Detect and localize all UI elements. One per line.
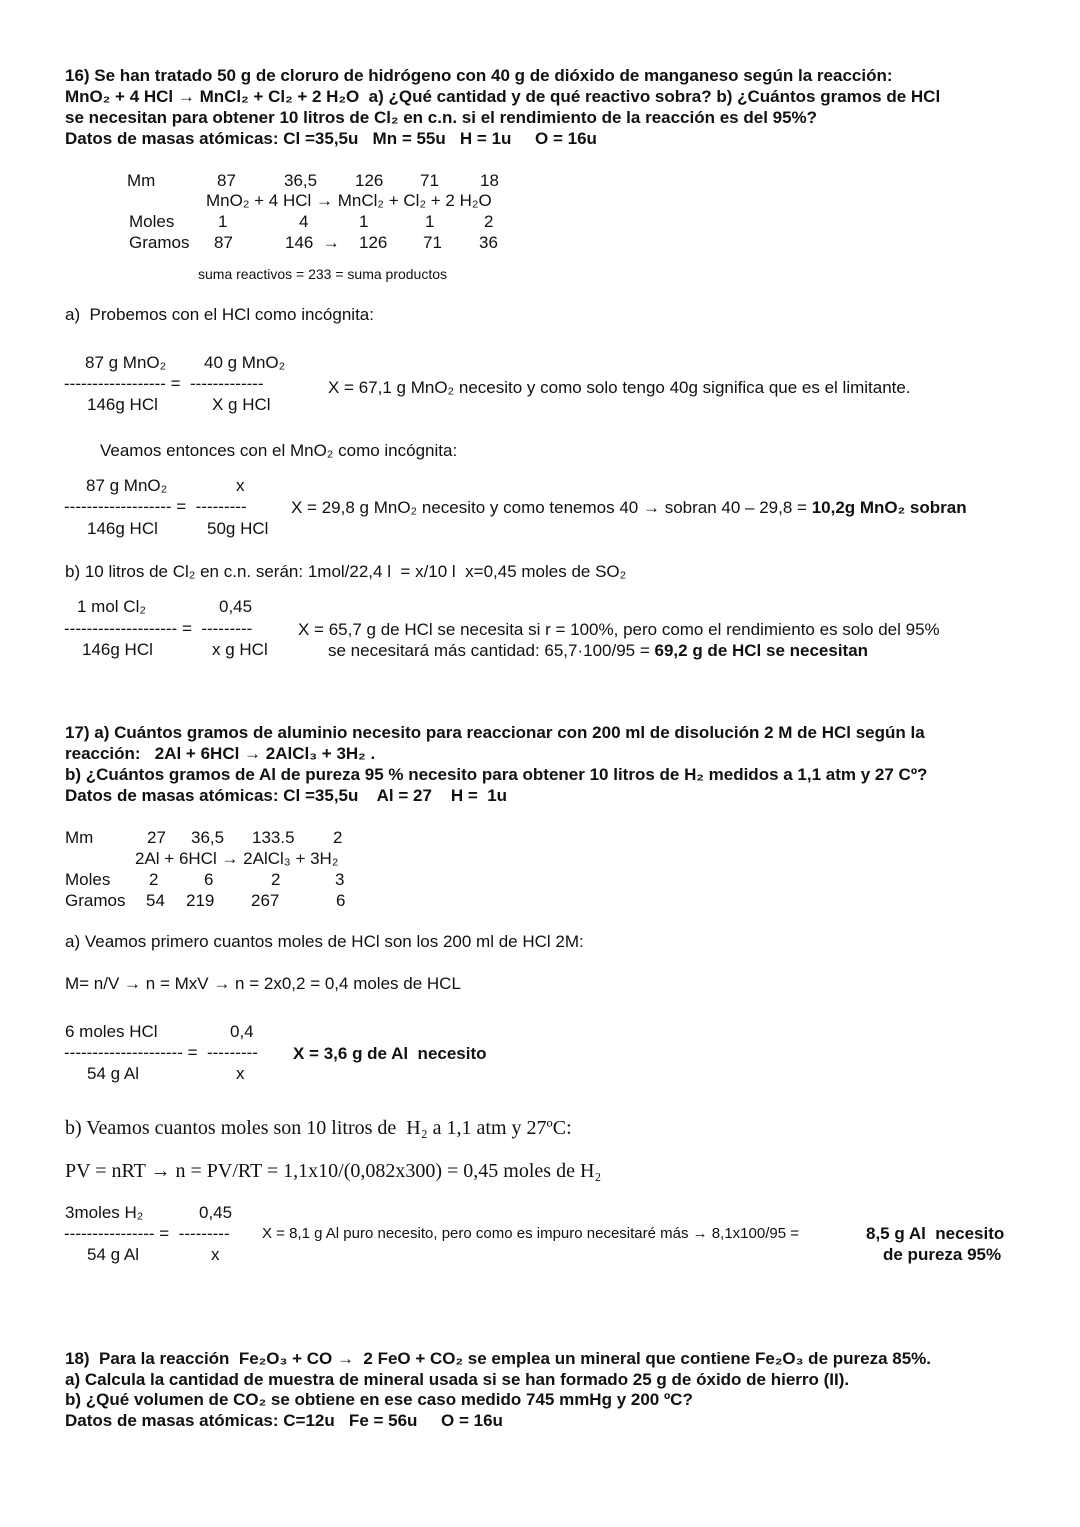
fraction-line: -------------------- = --------- [64, 619, 253, 638]
denominator: 50g HCl [207, 519, 269, 538]
p17-gramos-value: 219 [186, 891, 215, 910]
p17-mm-label: Mm [65, 828, 94, 847]
p16-mm-label: Mm [127, 171, 156, 190]
denominator: 54 g Al [87, 1064, 139, 1083]
p16-mm-value: 18 [480, 171, 499, 190]
p17-moles-value: 2 [271, 870, 281, 889]
p17-gramos-value: 267 [251, 891, 280, 910]
result-bold: 69,2 g de HCl se necesitan [654, 641, 869, 660]
fraction-line: ------------------- = --------- [64, 497, 247, 516]
p16-gramos-value: 71 [423, 233, 442, 252]
numerator: 40 g MnO₂ [204, 353, 286, 372]
p16-moles-label: Moles [129, 212, 175, 231]
result-text: X = 65,7 g de HCl se necesita si r = 100%, pero como el rendimiento es solo del 95% [298, 620, 940, 639]
p17-statement-line3: b) ¿Cuántos gramos de Al de pureza 95 % necesito para obtener 10 litros de H₂ medidos a 1,1 atm y 27 Cº? [65, 765, 928, 784]
p16-reaction-equation: MnO₂ + 4 HCl → MnCl₂ + Cl₂ + 2 H₂O [206, 191, 492, 210]
p16-atomic-masses: Datos de masas atómicas: Cl =35,5u Mn = 55u H = 1u O = 16u [65, 129, 597, 148]
p17-atomic-masses: Datos de masas atómicas: Cl =35,5u Al = 27 H = 1u [65, 786, 508, 805]
fraction-line: --------------------- = --------- [64, 1043, 258, 1062]
p16-gramos-value: 36 [479, 233, 498, 252]
p16-moles-value: 1 [218, 212, 228, 231]
p16-statement-line1: 16) Se han tratado 50 g de cloruro de hidrógeno con 40 g de dióxido de manganeso según la reacción: [65, 66, 893, 85]
p17-molarity-line: M= n/V → n = MxV → n = 2x0,2 = 0,4 moles de HCL [65, 974, 461, 993]
numerator: 0,45 [219, 597, 253, 616]
p17-statement-line1: 17) a) Cuántos gramos de aluminio necesito para reaccionar con 200 ml de disolución 2 M de HCl según la [65, 723, 925, 742]
p17-part-b-intro: b) Veamos cuantos moles son 10 litros de H₂ a 1,1 atm y 27ºC: [65, 1117, 572, 1139]
p16-part-b-intro: b) 10 litros de Cl₂ en c.n. serán: 1mol/22,4 l = x/10 l x=0,45 moles de SO₂ [65, 562, 627, 581]
p17-mm-value: 36,5 [191, 828, 225, 847]
p17-mm-value: 133.5 [252, 828, 295, 847]
p16-mm-value: 36,5 [284, 171, 318, 190]
result-text [328, 642, 868, 659]
p17-moles-value: 3 [335, 870, 345, 889]
p17-mm-value: 2 [333, 828, 343, 847]
p16-moles-value: 1 [425, 212, 435, 231]
p16-mm-value: 87 [217, 171, 236, 190]
p18-statement-line2: a) Calcula la cantidad de muestra de mineral usada si se han formado 25 g de óxido de hierro (II). [65, 1370, 850, 1389]
p16-mm-value: 71 [420, 171, 439, 190]
numerator: 0,4 [230, 1022, 254, 1041]
p16-mno2-intro: Veamos entonces con el MnO₂ como incógnita: [100, 441, 458, 460]
p17-moles-value: 6 [204, 870, 214, 889]
p16-statement-line3: se necesitan para obtener 10 litros de Cl₂ en c.n. si el rendimiento de la reacción es del 95%? [65, 108, 818, 127]
denominator: x [236, 1064, 245, 1083]
numerator: 87 g MnO₂ [85, 353, 167, 372]
denominator: X g HCl [212, 395, 271, 414]
result-text: X = 3,6 g de Al necesito [293, 1044, 487, 1063]
p17-mm-value: 27 [147, 828, 166, 847]
p16-statement-line2: MnO₂ + 4 HCl → MnCl₂ + Cl₂ + 2 H₂O a) ¿Qué cantidad y de qué reactivo sobra? b) ¿Cuántos gramos de HCl [65, 87, 941, 106]
p17-gramos-label: Gramos [65, 891, 126, 910]
result-text [291, 499, 967, 516]
result-bold: de pureza 95% [883, 1245, 1002, 1264]
p17-part-a-intro: a) Veamos primero cuantos moles de HCl son los 200 ml de HCl 2M: [65, 932, 584, 951]
p17-gramos-value: 6 [336, 891, 346, 910]
p16-mm-value: 126 [355, 171, 384, 190]
result-plain: X = 29,8 g MnO₂ necesito y como tenemos 40 → sobran 40 – 29,8 = [291, 498, 812, 517]
p16-moles-value: 4 [299, 212, 309, 231]
denominator: 146g HCl [87, 519, 158, 538]
fraction-line: ---------------- = --------- [64, 1224, 230, 1243]
p17-ideal-gas-line: PV = nRT → n = PV/RT = 1,1x10/(0,082x300) = 0,45 moles de H₂ [65, 1160, 602, 1182]
denominator: 146g HCl [87, 395, 158, 414]
p18-statement-line3: b) ¿Qué volumen de CO₂ se obtiene en ese caso medido 745 mmHg y 200 ºC? [65, 1390, 693, 1409]
p16-gramos-value: 87 [214, 233, 233, 252]
result-text: X = 8,1 g Al puro necesito, pero como es impuro necesitaré más → 8,1x100/95 = [262, 1225, 804, 1242]
result-text: X = 67,1 g MnO₂ necesito y como solo tengo 40g significa que es el limitante. [328, 378, 911, 397]
numerator: 3moles H₂ [65, 1203, 144, 1222]
numerator: 87 g MnO₂ [86, 476, 168, 495]
p16-mass-balance-note: suma reactivos = 233 = suma productos [198, 266, 448, 282]
p17-moles-value: 2 [149, 870, 159, 889]
denominator: x [211, 1245, 220, 1264]
p18-atomic-masses: Datos de masas atómicas: C=12u Fe = 56u O = 16u [65, 1411, 503, 1430]
denominator: x g HCl [212, 640, 268, 659]
p17-moles-label: Moles [65, 870, 111, 889]
p16-moles-value: 2 [484, 212, 494, 231]
denominator: 54 g Al [87, 1245, 139, 1264]
denominator: 146g HCl [82, 640, 153, 659]
p16-part-a-intro: a) Probemos con el HCl como incógnita: [65, 305, 374, 324]
result-bold: 8,5 g Al necesito [866, 1224, 1005, 1243]
numerator: x [236, 476, 245, 495]
p16-gramos-label: Gramos [129, 233, 190, 252]
numerator: 6 moles HCl [65, 1022, 158, 1041]
p16-moles-value: 1 [359, 212, 369, 231]
result-bold: 10,2g MnO₂ sobran [811, 498, 967, 517]
p16-gramos-value: 146 → [285, 233, 340, 252]
p16-gramos-value: 126 [359, 233, 388, 252]
p17-statement-line2: reacción: 2Al + 6HCl → 2AlCl₃ + 3H₂ . [65, 744, 376, 763]
p17-reaction-equation: 2Al + 6HCl → 2AlCl₃ + 3H₂ [135, 849, 339, 868]
fraction-line: ------------------ = ------------- [64, 374, 264, 393]
numerator: 1 mol Cl₂ [77, 597, 146, 616]
p18-statement-line1: 18) Para la reacción Fe₂O₃ + CO → 2 FeO + CO₂ se emplea un mineral que contiene Fe₂O₃ de pureza 85%. [65, 1349, 932, 1368]
result-plain: se necesitará más cantidad: 65,7·100/95 = [328, 641, 655, 660]
p17-gramos-value: 54 [146, 891, 165, 910]
numerator: 0,45 [199, 1203, 233, 1222]
